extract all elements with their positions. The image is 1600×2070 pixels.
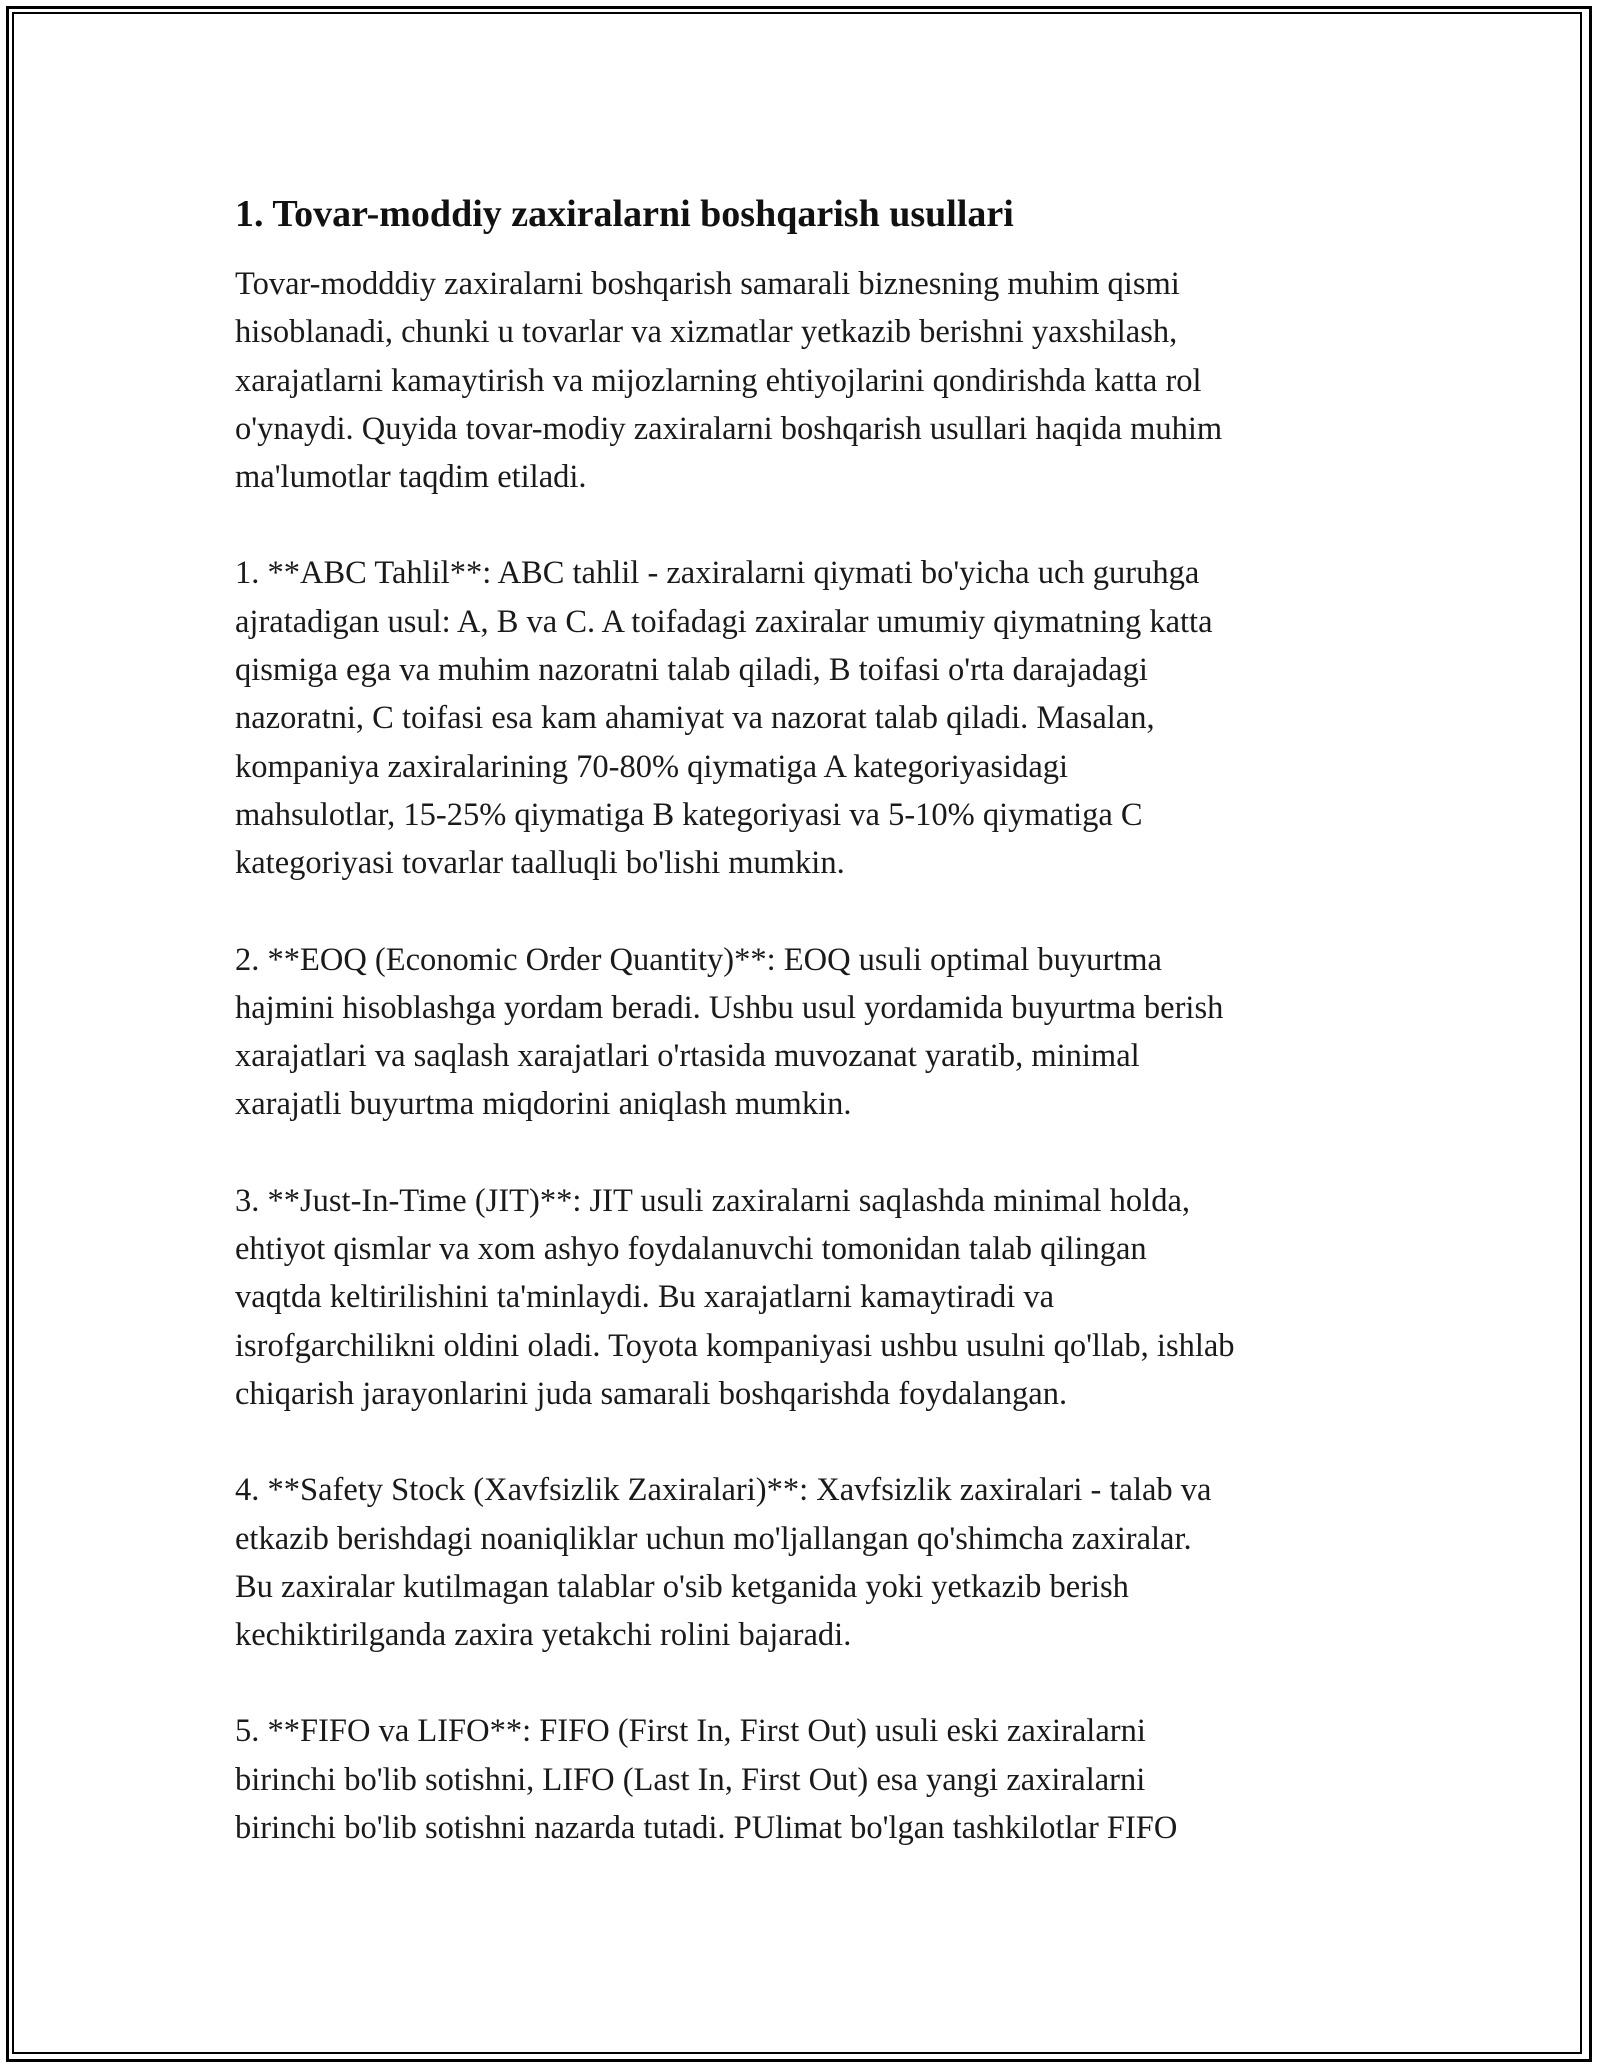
safety-stock-paragraph (235, 1466, 1385, 1659)
intro-paragraph (235, 260, 1385, 501)
jit-paragraph (235, 1177, 1385, 1418)
text-line: vaqtda keltirilishini ta'minlaydi. Bu xarajatlarni kamaytiradi va (235, 1279, 1055, 1316)
text-line: xarajatli buyurtma miqdorini aniqlash mumkin. (235, 1086, 852, 1123)
text-line: ma'lumotlar taqdim etiladi. (235, 459, 587, 496)
text-line: etkazib berishdagi noaniqliklar uchun mo'ljallangan qo'shimcha zaxiralar. (235, 1520, 1192, 1557)
text-line: qismiga ega va muhim nazoratni talab qiladi, B toifasi o'rta darajadagi (235, 652, 1148, 689)
abc-analysis-paragraph (235, 549, 1385, 887)
text-line: o'ynaydi. Quyida tovar-modiy zaxiralarni boshqarish usullari haqida muhim (235, 410, 1223, 447)
text-line: 4. **Safety Stock (Xavfsizlik Zaxiralari)**: Xavfsizlik zaxiralari - talab va (235, 1472, 1212, 1509)
text-line: 1. **ABC Tahlil**: ABC tahlil - zaxiralarni qiymati bo'yicha uch guruhga (235, 555, 1200, 592)
text-line: birinchi bo'lib sotishni nazarda tutadi. PUlimat bo'lgan tashkilotlar FIFO (235, 1810, 1178, 1847)
text-line: hajmini hisoblashga yordam beradi. Ushbu usul yordamida buyurtma berish (235, 989, 1224, 1026)
text-line: hisoblanadi, chunki u tovarlar va xizmatlar yetkazib berishni yaxshilash, (235, 314, 1178, 351)
text-line: mahsulotlar, 15-25% qiymatiga B kategoriyasi va 5-10% qiymatiga C (235, 796, 1143, 833)
text-line: xarajatlari va saqlash xarajatlari o'rtasida muvozanat yaratib, minimal (235, 1038, 1140, 1075)
text-line: ajratadigan usul: A, B va C. A toifadagi zaxiralar umumiy qiymatning katta (235, 603, 1213, 640)
document-body (235, 186, 1385, 1900)
text-line: nazoratni, C toifasi esa kam ahamiyat va nazorat talab qiladi. Masalan, (235, 700, 1155, 737)
text-line: kechiktirilganda zaxira yetakchi rolini bajaradi. (235, 1617, 852, 1654)
document-title: 1. Tovar-moddiy zaxiralarni boshqarish usullari (235, 193, 1014, 235)
text-line: 3. **Just-In-Time (JIT)**: JIT usuli zaxiralarni saqlashda minimal holda, (235, 1182, 1190, 1219)
eoq-paragraph (235, 936, 1385, 1129)
text-line: kategoriyasi tovarlar taalluqli bo'lishi mumkin. (235, 845, 845, 882)
text-line: Tovar-modddiy zaxiralarni boshqarish samarali biznesning muhim qismi (235, 266, 1180, 302)
text-line: isrofgarchilikni oldini oladi. Toyota kompaniyasi ushbu usulni qo'llab, ishlab (235, 1327, 1235, 1364)
fifo-lifo-paragraph (235, 1707, 1385, 1852)
text-line: Bu zaxiralar kutilmagan talablar o'sib ketganida yoki yetkazib berish (235, 1568, 1129, 1605)
text-line: chiqarish jarayonlarini juda samarali boshqarishda foydalangan. (235, 1375, 1068, 1412)
text-line: xarajatlarni kamaytirish va mijozlarning ehtiyojlarini qondirishda katta rol (235, 362, 1202, 399)
text-line: 5. **FIFO va LIFO**: FIFO (First In, First Out) usuli eski zaxiralarni (235, 1713, 1146, 1750)
text-line: 2. **EOQ (Economic Order Quantity)**: EOQ usuli optimal buyurtma (235, 941, 1162, 978)
text-line: kompaniya zaxiralarining 70-80% qiymatiga A kategoriyasidagi (235, 748, 1069, 785)
text-line: ehtiyot qismlar va xom ashyo foydalanuvchi tomonidan talab qilingan (235, 1231, 1147, 1268)
text-line: birinchi bo'lib sotishni, LIFO (Last In, First Out) esa yangi zaxiralarni (235, 1761, 1146, 1798)
